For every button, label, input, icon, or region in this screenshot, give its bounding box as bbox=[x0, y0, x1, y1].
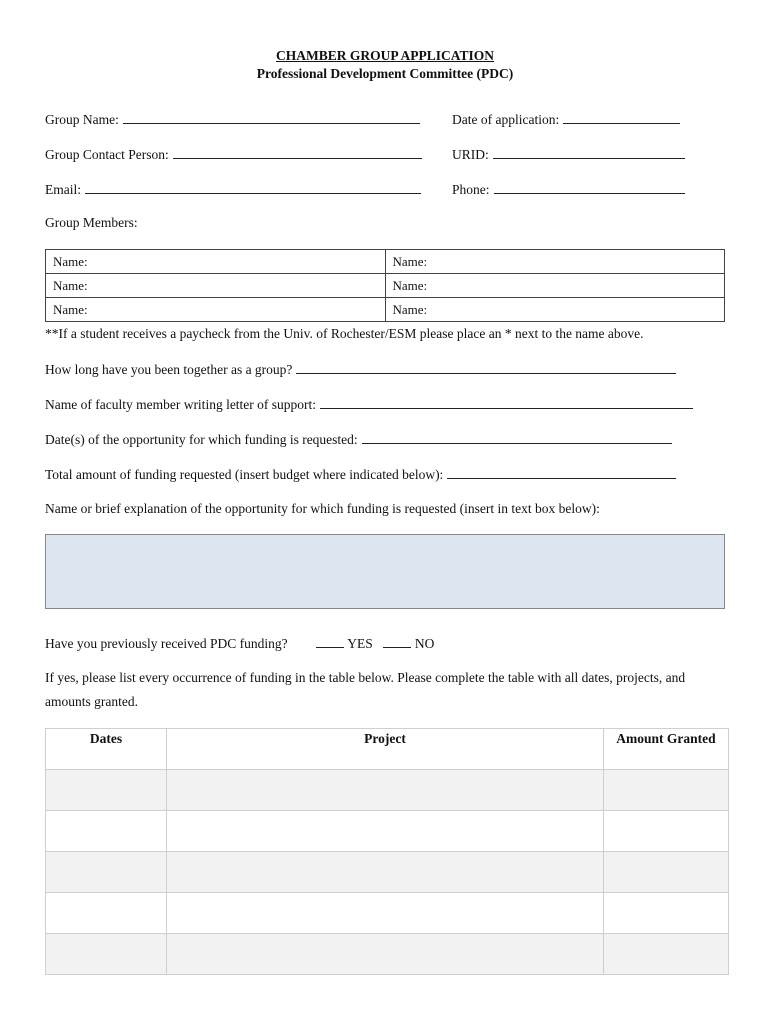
dates-field[interactable] bbox=[362, 431, 672, 444]
project-column-header: Project bbox=[167, 729, 604, 770]
urid-field[interactable] bbox=[493, 146, 685, 159]
faculty-field[interactable] bbox=[320, 396, 693, 409]
date-of-application-row bbox=[452, 111, 680, 128]
total-funding-field[interactable] bbox=[447, 466, 676, 479]
no-blank[interactable] bbox=[383, 635, 411, 648]
funding-row bbox=[46, 934, 729, 975]
email-label: Email: bbox=[45, 182, 81, 197]
dates-row bbox=[45, 431, 672, 448]
yes-blank[interactable] bbox=[316, 635, 344, 648]
email-row bbox=[45, 181, 421, 198]
funding-history-table bbox=[45, 728, 729, 975]
project-cell[interactable] bbox=[167, 934, 604, 975]
group-name-field[interactable] bbox=[123, 111, 420, 124]
funding-row bbox=[46, 811, 729, 852]
amount-cell[interactable] bbox=[604, 934, 729, 975]
phone-label: Phone: bbox=[452, 182, 490, 197]
explanation-label: Name or brief explanation of the opportunity for which funding is requested (insert in text box below): bbox=[45, 501, 600, 516]
urid-row bbox=[452, 146, 685, 163]
paycheck-note: **If a student receives a paycheck from the Univ. of Rochester/ESM please place an * next to the name above. bbox=[45, 326, 644, 341]
project-cell[interactable] bbox=[167, 893, 604, 934]
group-name-row bbox=[45, 111, 420, 128]
funding-row bbox=[46, 893, 729, 934]
funding-row bbox=[46, 770, 729, 811]
total-funding-row bbox=[45, 466, 676, 483]
email-field[interactable] bbox=[85, 181, 421, 194]
date-of-application-label: Date of application: bbox=[452, 112, 560, 127]
project-cell[interactable] bbox=[167, 811, 604, 852]
faculty-row bbox=[45, 396, 693, 413]
member-name-cell[interactable]: Name: bbox=[385, 274, 725, 298]
how-long-label: How long have you been together as a group? bbox=[45, 362, 293, 377]
amount-cell[interactable] bbox=[604, 852, 729, 893]
contact-person-row bbox=[45, 146, 422, 163]
members-row bbox=[46, 274, 725, 298]
yes-label: YES bbox=[347, 636, 373, 651]
how-long-row bbox=[45, 361, 676, 378]
member-name-cell[interactable]: Name: bbox=[46, 298, 386, 322]
dates-cell[interactable] bbox=[46, 934, 167, 975]
amount-granted-column-header: Amount Granted bbox=[604, 729, 729, 770]
total-funding-label: Total amount of funding requested (insert budget where indicated below): bbox=[45, 467, 444, 482]
no-label: NO bbox=[414, 636, 435, 651]
form-subtitle: Professional Development Committee (PDC) bbox=[256, 66, 514, 81]
dates-cell[interactable] bbox=[46, 770, 167, 811]
member-name-cell[interactable]: Name: bbox=[385, 298, 725, 322]
amount-cell[interactable] bbox=[604, 770, 729, 811]
instructions-line-1: If yes, please list every occurrence of funding in the table below. Please complete the table with all dates, projects, and bbox=[45, 670, 686, 685]
explanation-text-box[interactable] bbox=[45, 534, 725, 609]
phone-field[interactable] bbox=[494, 181, 685, 194]
project-cell[interactable] bbox=[167, 852, 604, 893]
member-name-cell[interactable]: Name: bbox=[46, 250, 386, 274]
form-title: CHAMBER GROUP APPLICATION bbox=[275, 48, 494, 63]
dates-cell[interactable] bbox=[46, 893, 167, 934]
dates-cell[interactable] bbox=[46, 852, 167, 893]
amount-cell[interactable] bbox=[604, 893, 729, 934]
member-name-cell[interactable]: Name: bbox=[385, 250, 725, 274]
funding-row bbox=[46, 852, 729, 893]
contact-person-label: Group Contact Person: bbox=[45, 147, 169, 162]
project-cell[interactable] bbox=[167, 770, 604, 811]
dates-column-header: Dates bbox=[46, 729, 167, 770]
members-row bbox=[46, 298, 725, 322]
faculty-label: Name of faculty member writing letter of support: bbox=[45, 397, 317, 412]
dates-label: Date(s) of the opportunity for which funding is requested: bbox=[45, 432, 358, 447]
group-members-label: Group Members: bbox=[45, 215, 138, 230]
member-name-cell[interactable]: Name: bbox=[46, 274, 386, 298]
amount-cell[interactable] bbox=[604, 811, 729, 852]
urid-label: URID: bbox=[452, 147, 489, 162]
group-members-table bbox=[45, 249, 725, 322]
instructions-line-2: amounts granted. bbox=[45, 694, 138, 709]
how-long-field[interactable] bbox=[296, 361, 676, 374]
contact-person-field[interactable] bbox=[173, 146, 422, 159]
funding-header-row bbox=[46, 729, 729, 770]
pdc-funding-question: Have you previously received PDC funding? bbox=[45, 636, 288, 651]
members-row bbox=[46, 250, 725, 274]
dates-cell[interactable] bbox=[46, 811, 167, 852]
date-of-application-field[interactable] bbox=[563, 111, 680, 124]
group-name-label: Group Name: bbox=[45, 112, 119, 127]
phone-row bbox=[452, 181, 685, 198]
pdc-funding-row bbox=[45, 635, 434, 652]
